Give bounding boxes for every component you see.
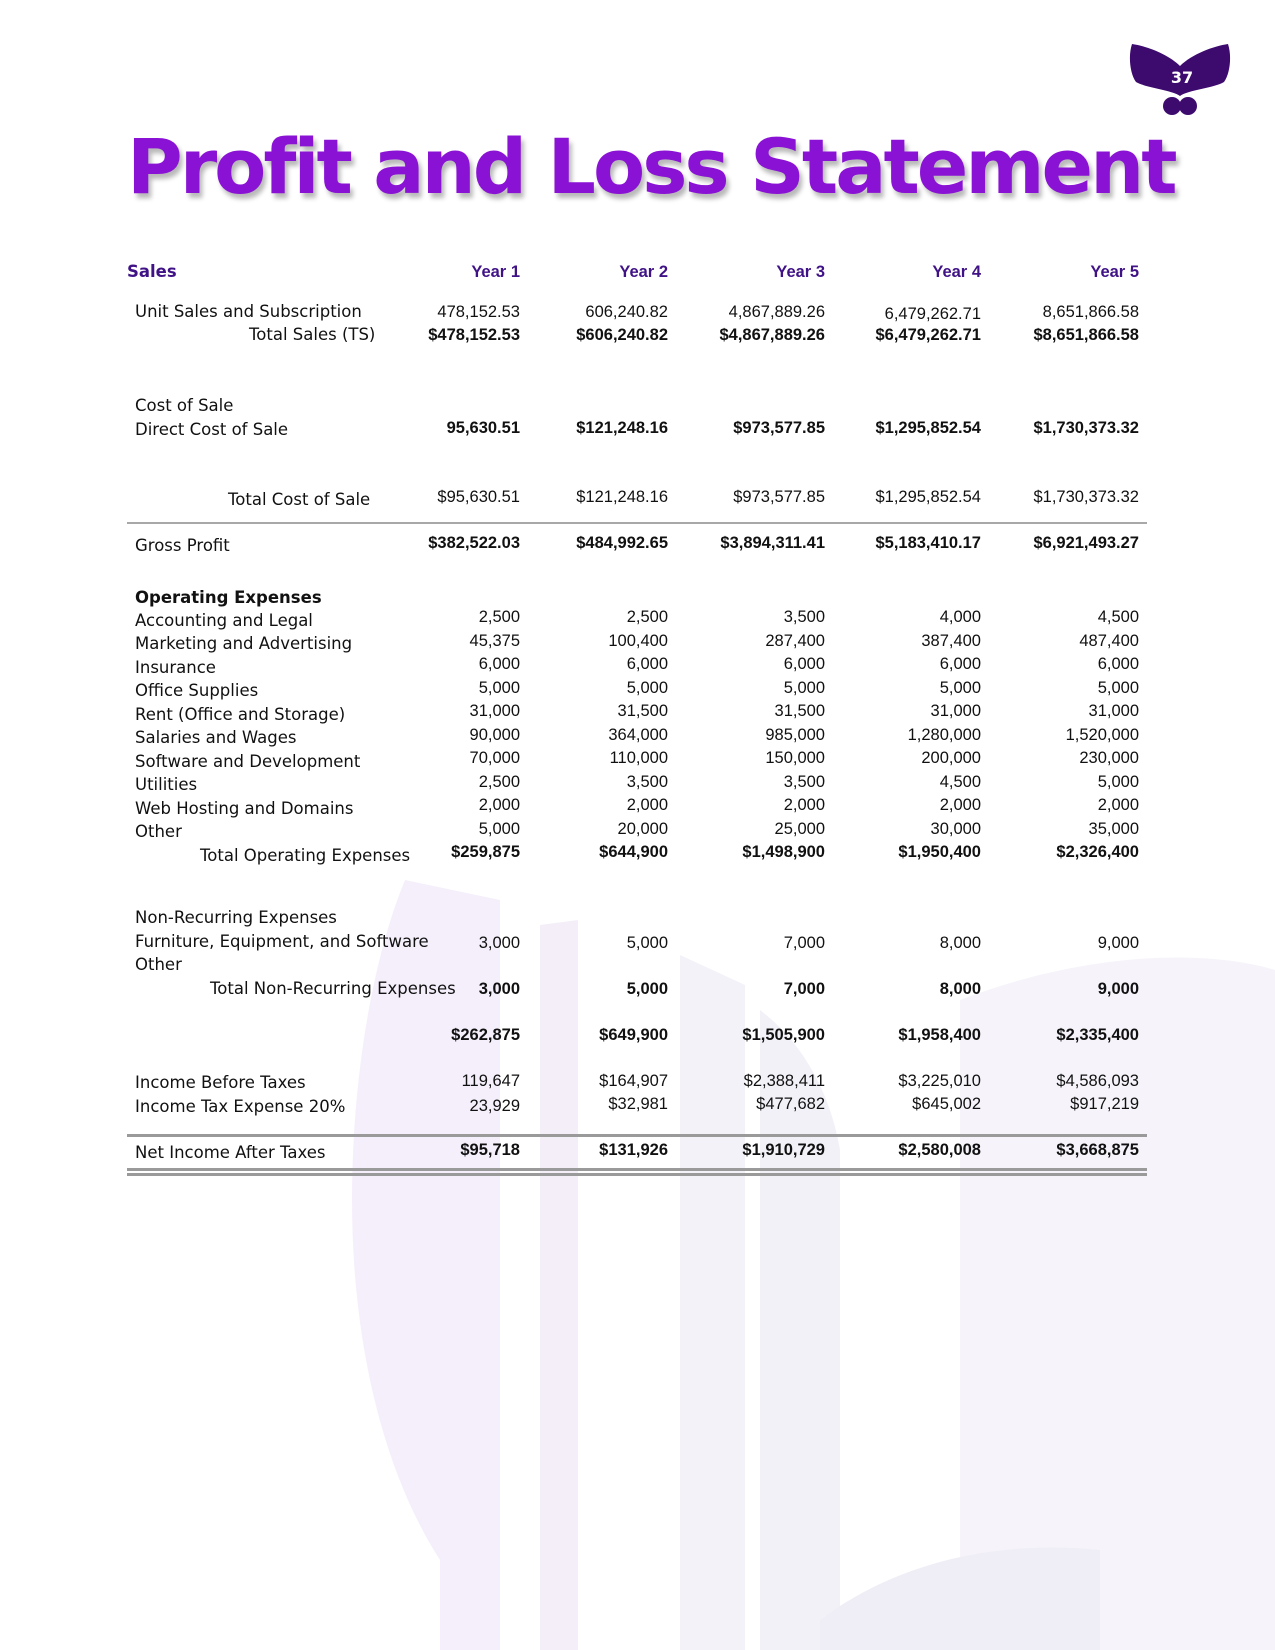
- row-value: 4,000: [939, 608, 981, 626]
- row-label: Gross Profit: [135, 536, 230, 555]
- row-value: $6,479,262.71: [875, 326, 981, 344]
- row-value: 119,647: [461, 1072, 520, 1090]
- row-value: $95,630.51: [437, 488, 520, 506]
- row-value: 3,500: [783, 773, 825, 791]
- row-label: Total Operating Expenses: [200, 846, 411, 865]
- section-heading: Operating Expenses: [135, 588, 322, 607]
- double-underline: [127, 1173, 1147, 1176]
- row-value: 7,000: [783, 980, 825, 998]
- row-value: $5,183,410.17: [875, 534, 981, 552]
- row-value: 8,000: [939, 934, 981, 952]
- row-value: 90,000: [469, 726, 520, 744]
- row-value: 387,400: [921, 632, 981, 650]
- row-value: $382,522.03: [428, 534, 520, 552]
- row-value: $259,875: [451, 843, 520, 861]
- year-header: Year 3: [776, 263, 825, 281]
- row-label: Net Income After Taxes: [135, 1143, 326, 1162]
- row-value: $1,910,729: [742, 1141, 825, 1159]
- row-label: Office Supplies: [135, 681, 259, 700]
- row-label: Rent (Office and Storage): [135, 705, 346, 724]
- row-value: 4,867,889.26: [728, 303, 825, 321]
- row-label: Furniture, Equipment, and Software: [135, 932, 429, 951]
- sales-header: Sales: [127, 262, 177, 281]
- row-value: 9,000: [1097, 980, 1139, 998]
- row-value: 31,000: [469, 702, 520, 720]
- row-value: 3,000: [478, 980, 520, 998]
- row-value: 110,000: [609, 749, 668, 767]
- row-label: Other: [135, 822, 182, 841]
- divider: [127, 522, 1147, 524]
- row-value: $1,295,852.54: [875, 419, 981, 437]
- divider: [127, 1134, 1147, 1137]
- row-value: $478,152.53: [428, 326, 520, 344]
- row-value: 364,000: [608, 726, 668, 744]
- row-value: 1,280,000: [907, 726, 981, 744]
- row-value: $95,718: [460, 1141, 520, 1159]
- row-value: 6,000: [939, 655, 981, 673]
- row-value: 8,000: [939, 980, 981, 998]
- row-value: $121,248.16: [576, 488, 668, 506]
- row-value: 70,000: [469, 749, 520, 767]
- row-value: 31,000: [930, 702, 981, 720]
- row-value: 2,000: [478, 796, 520, 814]
- row-value: 31,000: [1088, 702, 1139, 720]
- row-value: 3,500: [626, 773, 668, 791]
- row-value: $32,981: [608, 1095, 668, 1113]
- row-value: 2,000: [783, 796, 825, 814]
- row-label: Total Non-Recurring Expenses: [210, 979, 456, 998]
- row-value: $484,992.65: [576, 534, 668, 552]
- row-label: Utilities: [135, 775, 198, 794]
- row-value: $121,248.16: [576, 419, 668, 437]
- year-header: Year 4: [932, 263, 981, 281]
- row-value: 985,000: [765, 726, 825, 744]
- row-value: 487,400: [1079, 632, 1139, 650]
- row-label: Accounting and Legal: [135, 611, 313, 630]
- row-value: 4,500: [1097, 608, 1139, 626]
- row-value: 200,000: [921, 749, 981, 767]
- row-value: 8,651,866.58: [1042, 303, 1139, 321]
- row-value: 100,400: [608, 632, 668, 650]
- row-value: 230,000: [1079, 749, 1139, 767]
- row-value: 5,000: [626, 679, 668, 697]
- row-value: 5,000: [478, 679, 520, 697]
- row-label: Insurance: [135, 658, 216, 677]
- year-header: Year 5: [1090, 263, 1139, 281]
- row-value: 2,500: [626, 608, 668, 626]
- row-value: 20,000: [617, 820, 668, 838]
- row-value: 31,500: [617, 702, 668, 720]
- row-value: 2,000: [1097, 796, 1139, 814]
- page-number: 37: [1170, 68, 1194, 87]
- row-value: 30,000: [930, 820, 981, 838]
- row-value: 606,240.82: [585, 303, 668, 321]
- row-value: 6,479,262.71: [884, 305, 981, 323]
- row-value: $973,577.85: [733, 488, 825, 506]
- row-value: $606,240.82: [576, 326, 668, 344]
- row-value: $645,002: [912, 1095, 981, 1113]
- row-value: $2,326,400: [1056, 843, 1139, 861]
- row-value: 287,400: [765, 632, 825, 650]
- row-label: Income Tax Expense 20%: [135, 1097, 346, 1116]
- row-value: $3,668,875: [1056, 1141, 1139, 1159]
- row-value: $1,295,852.54: [875, 488, 981, 506]
- row-value: 1,520,000: [1065, 726, 1139, 744]
- row-value: $644,900: [599, 843, 668, 861]
- row-value: 2,000: [939, 796, 981, 814]
- total-expenses-value: $1,958,400: [898, 1026, 981, 1044]
- row-value: 35,000: [1088, 820, 1139, 838]
- row-value: 478,152.53: [437, 303, 520, 321]
- year-header: Year 2: [619, 263, 668, 281]
- row-value: 31,500: [774, 702, 825, 720]
- row-value: 95,630.51: [446, 419, 520, 437]
- row-value: 6,000: [783, 655, 825, 673]
- row-value: $2,388,411: [743, 1072, 825, 1090]
- row-value: $3,894,311.41: [720, 534, 825, 552]
- row-label: Salaries and Wages: [135, 728, 297, 747]
- row-value: 45,375: [469, 632, 520, 650]
- row-value: $2,580,008: [898, 1141, 981, 1159]
- row-value: 150,000: [765, 749, 825, 767]
- row-value: $1,950,400: [898, 843, 981, 861]
- row-value: $6,921,493.27: [1033, 534, 1139, 552]
- row-value: 6,000: [626, 655, 668, 673]
- row-label: Software and Development: [135, 752, 361, 771]
- row-value: 2,500: [478, 608, 520, 626]
- row-value: $131,926: [599, 1141, 668, 1159]
- row-value: $477,682: [756, 1095, 825, 1113]
- double-underline: [127, 1168, 1147, 1171]
- row-value: 25,000: [774, 820, 825, 838]
- row-value: 5,000: [626, 980, 668, 998]
- row-label: Total Cost of Sale: [228, 490, 371, 509]
- row-value: $3,225,010: [898, 1072, 981, 1090]
- row-value: 23,929: [469, 1097, 520, 1115]
- row-value: 5,000: [1097, 773, 1139, 791]
- row-value: $4,867,889.26: [719, 326, 825, 344]
- row-label: Total Sales (TS): [249, 325, 376, 344]
- row-value: 5,000: [1097, 679, 1139, 697]
- page-title: Profit and Loss Statement: [127, 122, 1175, 211]
- row-value: 6,000: [1097, 655, 1139, 673]
- row-value: $1,498,900: [742, 843, 825, 861]
- row-value: $973,577.85: [733, 419, 825, 437]
- row-value: 5,000: [478, 820, 520, 838]
- row-value: $1,730,373.32: [1033, 488, 1139, 506]
- page-number-badge: [1128, 38, 1236, 118]
- year-header: Year 1: [471, 263, 520, 281]
- row-value: 3,500: [783, 608, 825, 626]
- row-label: Income Before Taxes: [135, 1073, 306, 1092]
- row-value: $1,730,373.32: [1033, 419, 1139, 437]
- row-value: $8,651,866.58: [1033, 326, 1139, 344]
- row-value: 5,000: [939, 679, 981, 697]
- row-value: 4,500: [939, 773, 981, 791]
- total-expenses-value: $262,875: [451, 1026, 520, 1044]
- row-value: 2,000: [626, 796, 668, 814]
- row-value: 5,000: [783, 679, 825, 697]
- total-expenses-value: $2,335,400: [1056, 1026, 1139, 1044]
- section-heading: Cost of Sale: [135, 396, 234, 415]
- row-value: $4,586,093: [1056, 1072, 1139, 1090]
- row-value: 3,000: [478, 934, 520, 952]
- row-value: $164,907: [599, 1072, 668, 1090]
- row-value: 6,000: [478, 655, 520, 673]
- row-value: 2,500: [478, 773, 520, 791]
- row-label: Web Hosting and Domains: [135, 799, 354, 818]
- total-expenses-value: $1,505,900: [742, 1026, 825, 1044]
- row-label: Marketing and Advertising: [135, 634, 353, 653]
- row-value: 9,000: [1097, 934, 1139, 952]
- total-expenses-value: $649,900: [599, 1026, 668, 1044]
- row-label: Unit Sales and Subscription: [135, 302, 362, 321]
- row-value: 5,000: [626, 934, 668, 952]
- row-value: $917,219: [1070, 1095, 1139, 1113]
- row-label: Other: [135, 955, 182, 974]
- section-heading: Non-Recurring Expenses: [135, 908, 337, 927]
- row-value: 7,000: [783, 934, 825, 952]
- row-label: Direct Cost of Sale: [135, 420, 289, 439]
